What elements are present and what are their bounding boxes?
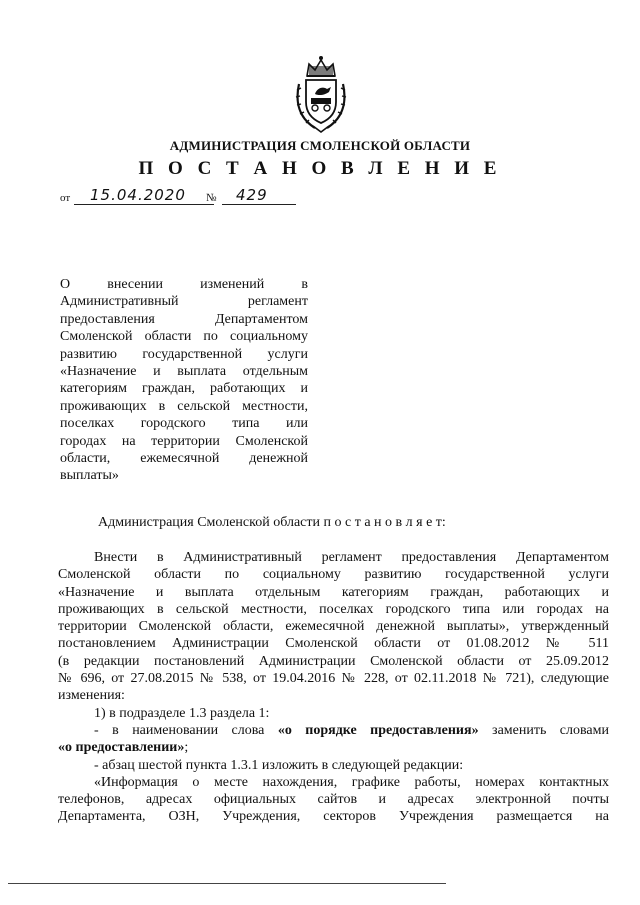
list-item-1: 1) в подразделе 1.3 раздела 1: — [94, 705, 270, 721]
title-line: О внесении изменений в — [60, 277, 308, 292]
smolensk-coat-of-arms-emblem — [293, 54, 349, 134]
date-label: от — [60, 192, 71, 204]
number-underline — [222, 204, 296, 205]
quote-line: телефонов, адресах официальных сайтов и адресах электронной почты — [58, 792, 609, 808]
body-line: «Назначение и выплата отдельным категориям граждан, работающих и — [58, 584, 609, 600]
list-item-1b: - абзац шестой пункта 1.3.1 изложить в следующей редакции: — [94, 757, 464, 773]
organization-name: АДМИНИСТРАЦИЯ СМОЛЕНСКОЙ ОБЛАСТИ — [169, 138, 471, 153]
date-value-handwritten: 15.04.2020 — [90, 186, 186, 204]
body-line: территории Смоленской области, ежемесячной денежной выплаты», утвержденный — [58, 619, 609, 635]
document-body — [58, 549, 609, 826]
decree-prefix: Администрация Смоленской области — [98, 515, 324, 530]
body-line: изменения: — [58, 688, 125, 704]
number-value-handwritten: 429 — [236, 186, 268, 204]
quote-line: «Информация о месте нахождения, графике работы, номерах контактных — [94, 774, 609, 790]
list-item-1a-cont: «о предоставлении»; — [58, 740, 189, 756]
title-line: Административный регламент — [60, 294, 308, 310]
title-line: «Назначение и выплата отдельным — [60, 364, 308, 380]
title-line: поселках городского типа или — [60, 416, 308, 432]
date-underline — [74, 204, 214, 205]
quote-line: Департамента, ОЗН, Учреждения, секторов Учреждения размещается на — [58, 809, 609, 825]
title-line: развитию государственной услуги — [60, 346, 308, 362]
title-line: городах на территории Смоленской — [60, 433, 308, 449]
body-line: (в редакции постановлений Администрации Смоленской области от 25.09.2012 — [58, 653, 609, 669]
title-line: Смоленской области по социальному — [60, 329, 308, 345]
date-number-line — [60, 186, 360, 208]
title-line: предоставления Департаментом — [60, 311, 308, 327]
decree-title-block — [60, 276, 308, 485]
body-line: Внести в Административный регламент предоставления Департаментом — [94, 550, 609, 565]
title-line: проживающих в сельской местности, — [60, 398, 308, 414]
list-item-1a: - в наименовании слова «о порядке предоставления» заменить словами — [94, 722, 609, 738]
title-line: категориям граждан, работающих и — [60, 381, 308, 397]
body-line: проживающих в сельской местности, поселках городского типа или городах на — [58, 601, 609, 617]
number-label: № — [206, 192, 217, 204]
footer-divider — [8, 883, 446, 884]
title-line: выплаты» — [60, 468, 119, 484]
decree-verb: п о с т а н о в л я е т: — [323, 515, 446, 530]
body-line: Смоленской области по социальному развитию государственной услуги — [58, 567, 609, 583]
document-type-heading: П О С Т А Н О В Л Е Н И Е — [138, 158, 502, 179]
body-line: постановлением Администрации Смоленской области от 01.08.2012 № 511 — [58, 636, 609, 652]
decree-statement — [98, 515, 446, 531]
title-line: области, ежемесячной денежной — [60, 451, 308, 467]
body-line: № 696, от 27.08.2015 № 538, от 19.04.2016 № 228, от 02.11.2018 № 721), следующие — [58, 671, 609, 687]
